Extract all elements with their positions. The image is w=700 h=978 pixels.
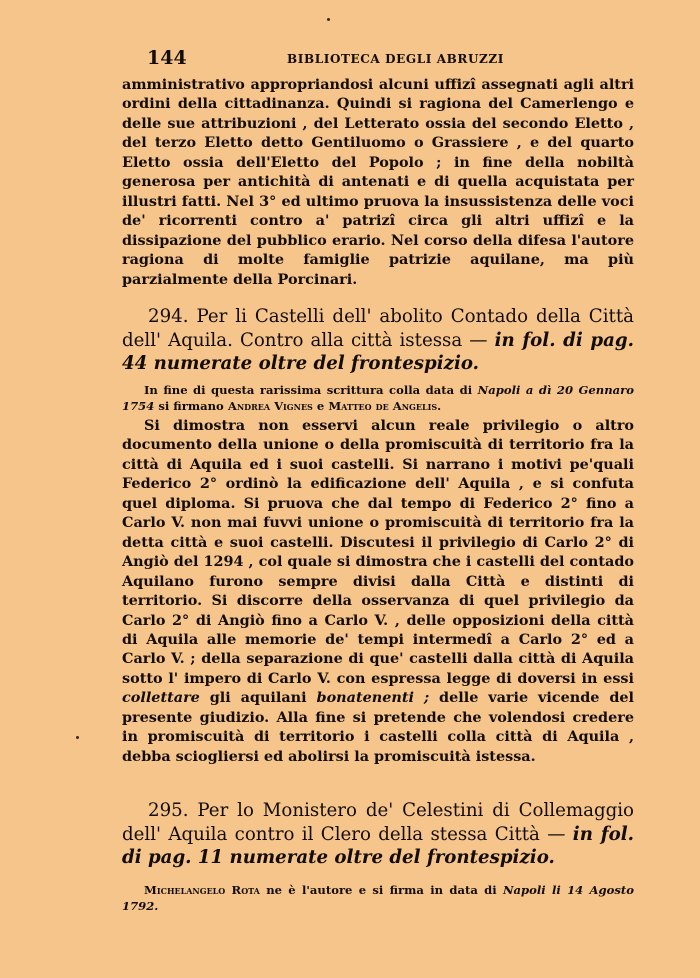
entry-294-abstract-text: Si dimostra non esservi alcun reale privilegio o altro documento della unione o della promiscuità di territorio fra la città di Aquila ed i suoi castelli. Si narrano i motivi pe'quali Federico 2° ordinò la edificazione dell' Aquila , e si confuta quel diploma. Si pruova che dal tempo di Federico 2° fino a Carlo V. non mai fuvvi unione o promiscuità di territorio fra la detta città e suoi castelli. Discutesi il privilegio di Carlo 2° di Angiò del 1294 , col quale si dimostra che i castelli del contado Aquilano furono sempre divisi dalla Città e distinti di territorio. Si discorre della osservanza di quel privilegio da Carlo 2° di Angiò fino a Carlo V. , delle opposizioni della città di Aquila alle memorie de' tempi intermedî a Carlo 2° ed a Carlo V. ; della separazione di que' castelli dalla città di Aquila sotto l' impero di Carlo V. con espressa legge di doversi in essi (122, 417, 634, 687)
entry-294-term-collettare: collettare (122, 689, 200, 707)
entry-294-note (122, 382, 634, 414)
entry-294-term-bonatenenti: bonatenenti ; (316, 689, 430, 707)
entry-295-note-mid: ne è l'autore e si firma in data di (266, 883, 497, 897)
entry-294-abstract (122, 416, 634, 766)
entry-294-note-mid: si firmano (158, 399, 224, 413)
entry-294-note-place-date: Napoli a dì 20 Gennaro 1754 (122, 383, 634, 413)
entry-294-note-pre: In fine di questa rarissima scrittura colla data di (144, 383, 473, 397)
page-number: 144 (147, 47, 187, 69)
entry-294-format: in fol. di pag. 44 numerate oltre del frontespizio. (122, 329, 634, 375)
entry-294-note-and: e (316, 399, 325, 413)
print-speck (76, 736, 79, 739)
entry-294-title: 294. Per li Castelli dell' abolito Contado della Città dell' Aquila. Contro alla città istessa — (122, 306, 634, 351)
page-header (147, 47, 633, 71)
entry-294-abstract-mid: gli aquilani (209, 689, 307, 707)
entry-295-heading (122, 799, 634, 870)
entry-294-abstract-end: delle varie vicende del presente giudizio. Alla fine si pretende che volendosi credere in promiscuità di territorio i castelli colla città di Aquila , debba sciogliersi ed abolirsi la promiscuità istessa. (122, 689, 634, 765)
entry-294-author-2: Matteo de Angelis. (328, 399, 442, 413)
entry-295-author: Michelangelo Rota (144, 883, 260, 897)
continuation-paragraph (122, 75, 634, 289)
entry-295-note (122, 882, 634, 914)
print-speck (327, 18, 330, 21)
entry-294-author-1: Andrea Vignes (227, 399, 313, 413)
entry-295-title: 295. Per lo Monistero de' Celestini di Collemaggio dell' Aquila contro il Clero della stessa Città — (122, 800, 634, 845)
entry-295-format: in fol. di pag. 11 numerate oltre del frontespizio. (122, 823, 634, 869)
running-title: BIBLIOTECA DEGLI ABRUZZI (287, 52, 504, 66)
entry-295-note-place-date: Napoli li 14 Agosto 1792. (122, 883, 634, 913)
entry-294-heading (122, 305, 634, 376)
continuation-text: amministrativo appropriandosi alcuni uffizî assegnati agli altri ordini della cittadinanza. Quindi si ragiona del Camerlengo e delle sue attribuzioni , del Letterato ossia del secondo Eletto , del terzo Eletto detto Gentiluomo o Grassiere , e del quarto Eletto ossia dell'Eletto del Popolo ; in fine della nobiltà generosa per antichità di antenati e di quella acquistata per illustri fatti. Nel 3° ed ultimo pruova la insussistenza delle voci de' ricorrenti contro a' patrizî circa gli altri uffizî e la dissipazione del pubblico erario. Nel corso della difesa l'autore ragiona di molte famiglie patrizie aquilane, ma più parzialmente della Porcinari. (122, 76, 634, 288)
